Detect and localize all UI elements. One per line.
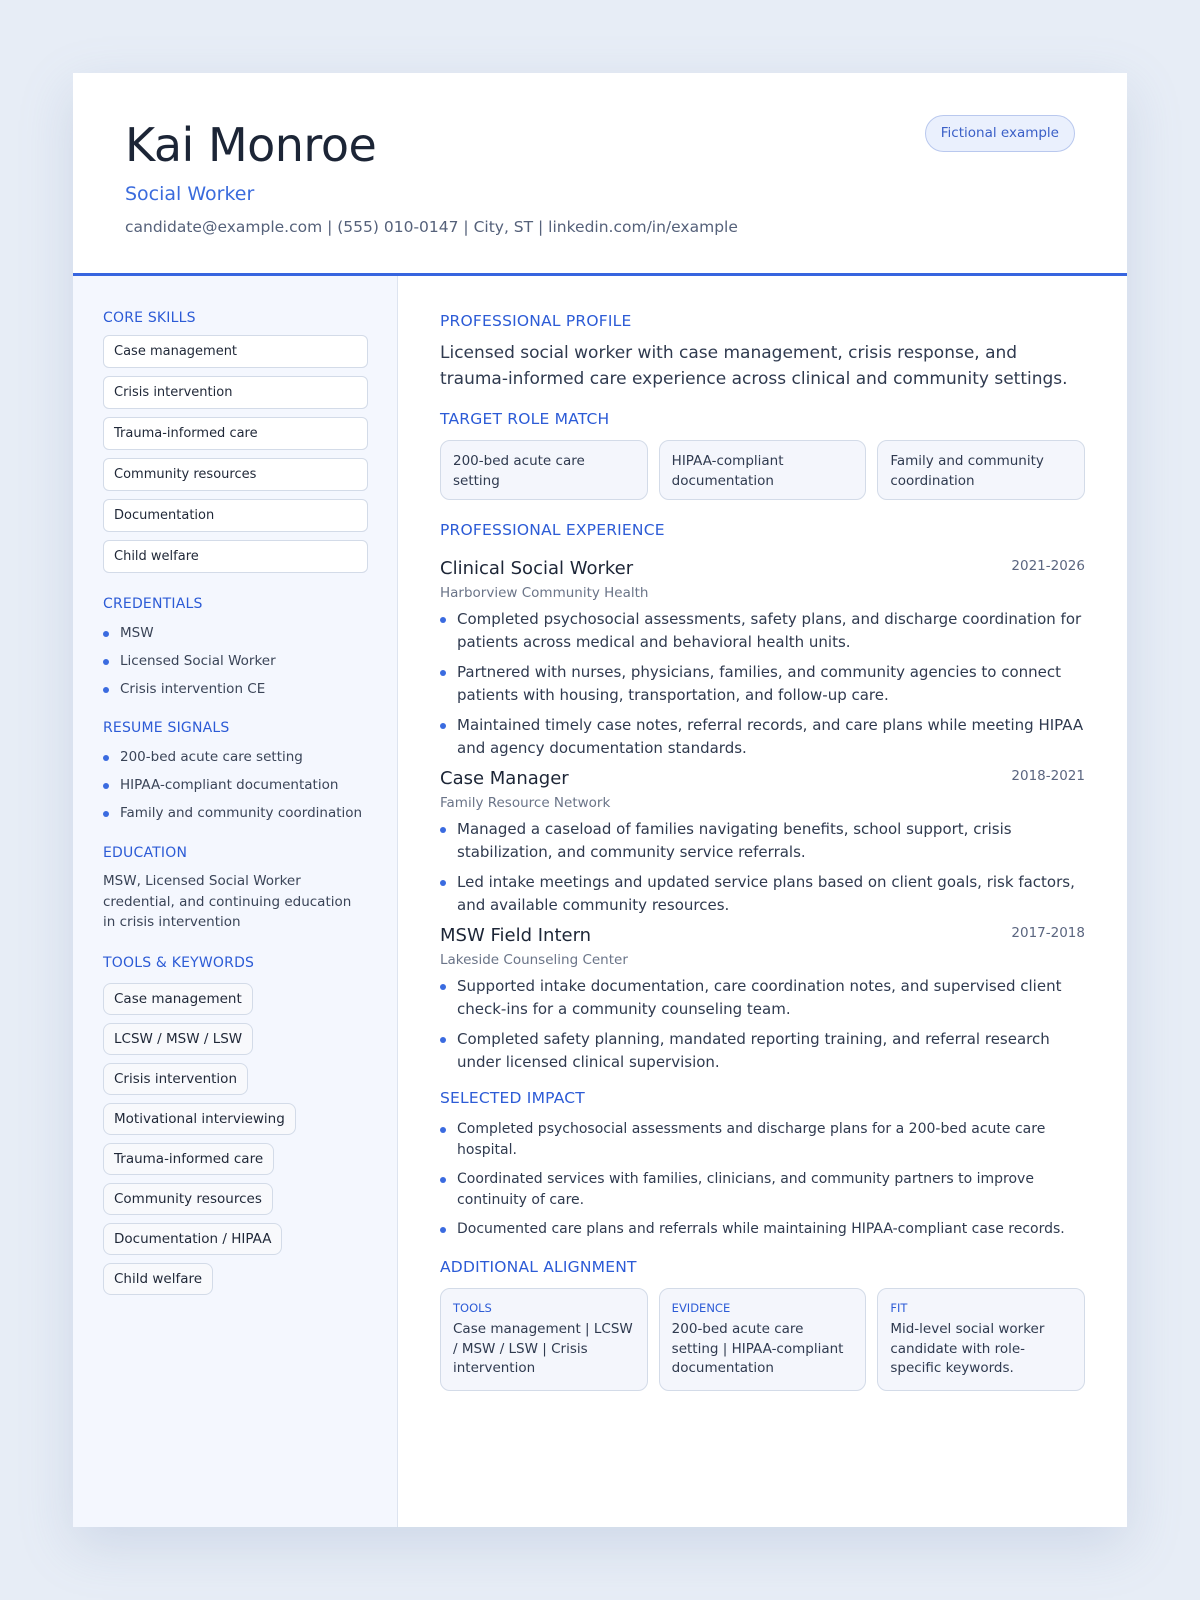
- impact-list: [440, 1119, 1085, 1240]
- contact-line: candidate@example.com | (555) 010-0147 | City, ST | linkedin.com/in/example: [125, 218, 738, 236]
- job-entry: [440, 557, 1085, 760]
- list-item: MSW: [103, 619, 367, 647]
- job-title: MSW Field Intern: [440, 925, 592, 946]
- list-item: Family and community coordination: [103, 799, 367, 827]
- job-bullets: [440, 818, 1085, 917]
- tools-title: TOOLS & KEYWORDS: [103, 954, 255, 971]
- list-item: Documented care plans and referrals while maintaining HIPAA-compliant case records.: [440, 1219, 1085, 1240]
- job-org: Harborview Community Health: [440, 585, 649, 601]
- candidate-role: Social Worker: [125, 183, 255, 205]
- fictional-badge: Fictional example: [925, 115, 1075, 152]
- list-item: 200-bed acute care setting: [103, 743, 367, 771]
- keyword-tag: Crisis intervention: [103, 1063, 248, 1095]
- keyword-tag: Case management: [103, 983, 253, 1015]
- target-cards: [440, 440, 1085, 500]
- job-org: Family Resource Network: [440, 795, 611, 811]
- keyword-tag: Community resources: [103, 1183, 273, 1215]
- core-skill: Child welfare: [103, 540, 368, 573]
- target-card: Family and community coordination: [877, 440, 1085, 500]
- list-item: Coordinated services with families, clinicians, and community partners to improve continuity of care.: [440, 1169, 1085, 1211]
- alignment-card: [440, 1288, 648, 1391]
- core-skill: Trauma-informed care: [103, 417, 368, 450]
- list-item: Licensed Social Worker: [103, 647, 367, 675]
- card-label: FIT: [890, 1301, 908, 1315]
- list-item: Partnered with nurses, physicians, families, and community agencies to connect patients with housing, transportation, and follow-up care.: [440, 661, 1085, 707]
- target-title: TARGET ROLE MATCH: [440, 410, 610, 428]
- job-title: Clinical Social Worker: [440, 558, 634, 579]
- tools-tags: [103, 975, 367, 1295]
- job-bullets: [440, 975, 1085, 1074]
- list-item: Supported intake documentation, care coordination notes, and supervised client check-ins for a community counseling team.: [440, 975, 1085, 1021]
- job-org: Lakeside Counseling Center: [440, 952, 628, 968]
- keyword-tag: Trauma-informed care: [103, 1143, 274, 1175]
- list-item: HIPAA-compliant documentation: [103, 771, 367, 799]
- experience-title: PROFESSIONAL EXPERIENCE: [440, 521, 665, 539]
- alignment-card: [659, 1288, 867, 1391]
- alignment-cards: [440, 1288, 1085, 1391]
- core-skill: Crisis intervention: [103, 376, 368, 409]
- target-card: HIPAA-compliant documentation: [659, 440, 867, 500]
- list-item: Completed psychosocial assessments and discharge plans for a 200-bed acute care hospital.: [440, 1119, 1085, 1161]
- card-text: Mid-level social worker candidate with role-specific keywords.: [890, 1321, 1045, 1376]
- sidebar: [73, 276, 398, 1527]
- profile-title: PROFESSIONAL PROFILE: [440, 312, 632, 330]
- keyword-tag: Documentation / HIPAA: [103, 1223, 282, 1255]
- education-title: EDUCATION: [103, 845, 188, 861]
- list-item: Led intake meetings and updated service plans based on client goals, risk factors, and available community resources.: [440, 871, 1085, 917]
- list-item: Managed a caseload of families navigating benefits, school support, crisis stabilization, and community service referrals.: [440, 818, 1085, 864]
- impact-title: SELECTED IMPACT: [440, 1089, 585, 1107]
- list-item: Maintained timely case notes, referral records, and care plans while meeting HIPAA and agency documentation standards.: [440, 714, 1085, 760]
- education-text: MSW, Licensed Social Worker credential, and continuing education in crisis intervention: [103, 873, 352, 930]
- job-dates: 2017-2018: [1011, 925, 1085, 941]
- job-bullets: [440, 608, 1085, 760]
- job-entry: [440, 767, 1085, 917]
- card-label: EVIDENCE: [671, 1301, 731, 1315]
- resume-page: [73, 73, 1127, 1527]
- list-item: Completed safety planning, mandated reporting training, and referral research under licensed clinical supervision.: [440, 1028, 1085, 1074]
- alignment-card: [877, 1288, 1085, 1391]
- resume-signals-title: RESUME SIGNALS: [103, 720, 230, 736]
- list-item: Completed psychosocial assessments, safety plans, and discharge coordination for patients across medical and behavioral health units.: [440, 608, 1085, 654]
- keyword-tag: Motivational interviewing: [103, 1103, 296, 1135]
- credentials-list: [103, 619, 367, 703]
- credentials-title: CREDENTIALS: [103, 596, 203, 612]
- job-dates: 2018-2021: [1011, 768, 1085, 784]
- core-skill: Documentation: [103, 499, 368, 532]
- resume-header: [73, 73, 1127, 276]
- main-content: [398, 276, 1127, 1527]
- candidate-name: Kai Monroe: [125, 118, 377, 172]
- list-item: Crisis intervention CE: [103, 675, 367, 703]
- job-dates: 2021-2026: [1011, 558, 1085, 574]
- core-skills-list: [103, 335, 367, 573]
- resume-body: [73, 276, 1127, 1527]
- resume-signals-list: [103, 743, 367, 827]
- core-skills-title: CORE SKILLS: [103, 310, 196, 326]
- keyword-tag: Child welfare: [103, 1263, 213, 1295]
- job-title: Case Manager: [440, 768, 569, 789]
- target-card: 200-bed acute care setting: [440, 440, 648, 500]
- job-entry: [440, 924, 1085, 1074]
- profile-text: Licensed social worker with case management, crisis response, and trauma-informed care experience across clinical and community settings.: [440, 343, 1068, 389]
- card-text: 200-bed acute care setting | HIPAA-compliant documentation: [671, 1321, 844, 1376]
- alignment-title: ADDITIONAL ALIGNMENT: [440, 1258, 637, 1276]
- keyword-tag: LCSW / MSW / LSW: [103, 1023, 253, 1055]
- core-skill: Case management: [103, 335, 368, 368]
- card-text: Case management | LCSW / MSW / LSW | Crisis intervention: [453, 1321, 633, 1376]
- card-label: TOOLS: [453, 1301, 492, 1315]
- core-skill: Community resources: [103, 458, 368, 491]
